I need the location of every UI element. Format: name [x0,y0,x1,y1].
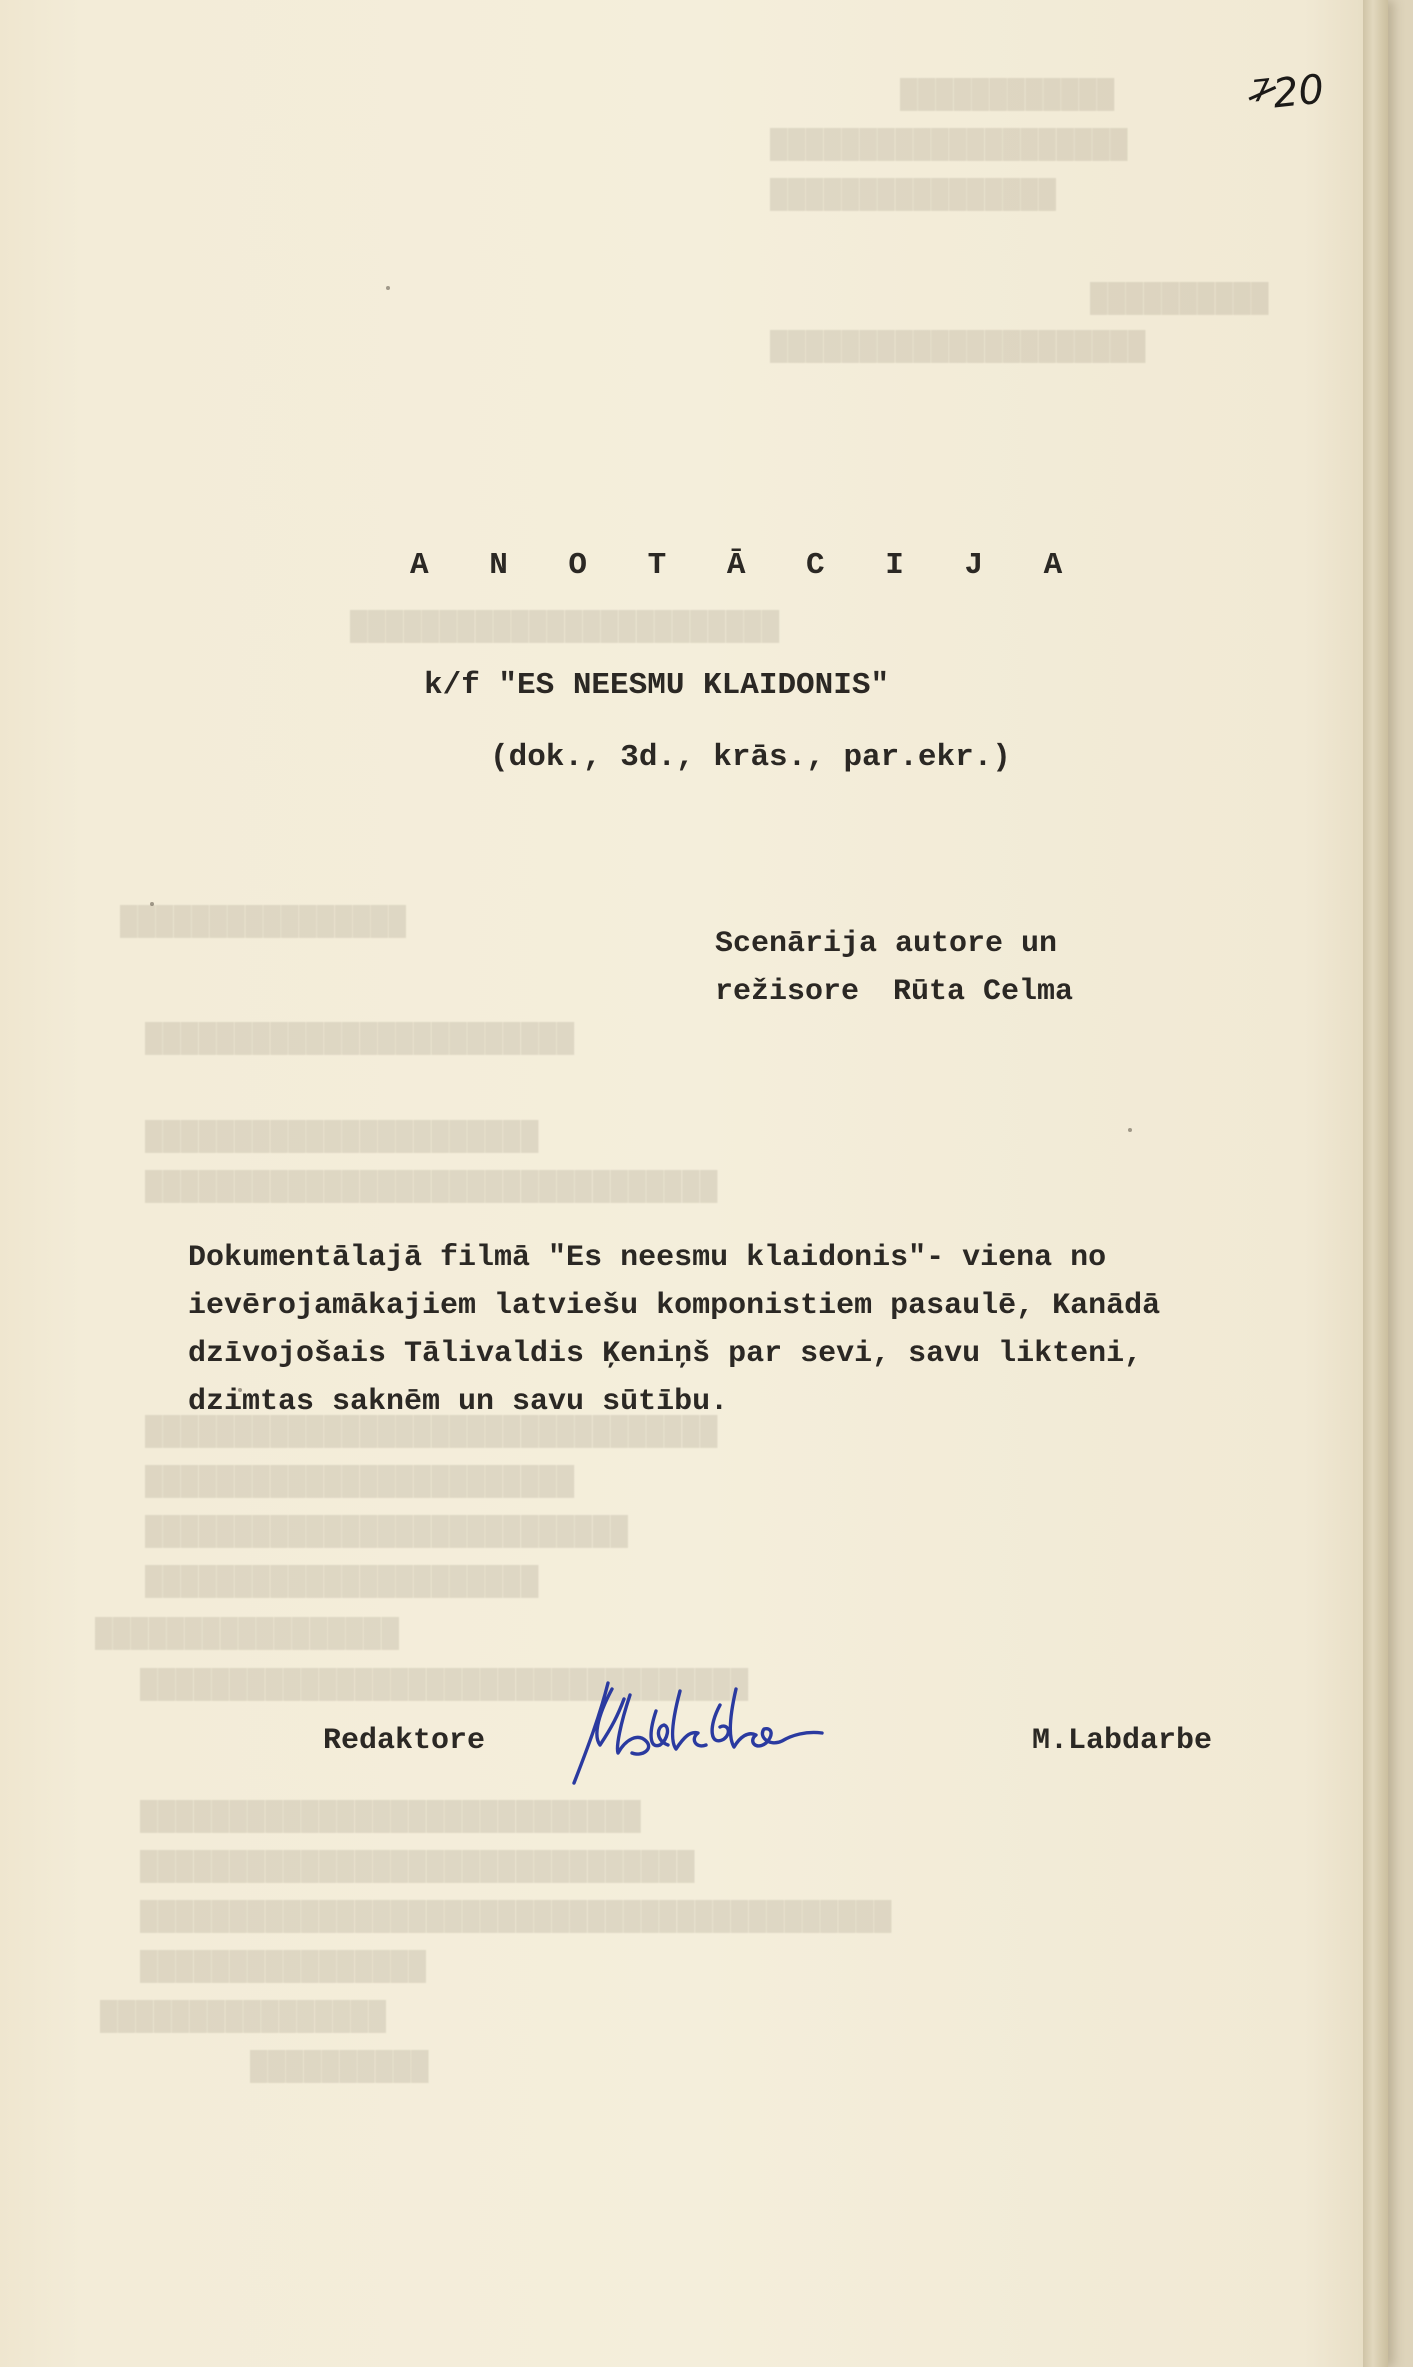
show-through-text: ████████████████████ [770,128,1129,161]
show-through-text: ███████████████████████████ [145,1515,629,1548]
paper-speck [386,286,390,290]
show-through-text: ████████████████████████ [145,1022,575,1055]
current-page-number: 20 [1270,66,1327,118]
authorship-block [715,920,1073,1016]
show-through-text: ████████████████ [140,1950,427,1983]
struck-page-number: 7 [1249,72,1273,110]
show-through-text: ██████████████████████████████████████████ [140,1900,892,1933]
show-through-text: ██████████████████████ [145,1120,539,1153]
archive-page-number [1250,66,1326,119]
editor-signature [560,1675,860,1795]
show-through-text: ██████████████████████ [145,1565,539,1598]
page-edge [1363,0,1388,2367]
author-role-line1: Scenārija autore un [715,927,1058,961]
show-through-text: ████████████████ [120,905,407,938]
show-through-text: ████████████████████████████████ [145,1170,718,1203]
author-role: režisore [715,975,860,1009]
show-through-text: ████████████████████████████████ [145,1415,718,1448]
summary-paragraph: Dokumentālajā filmā "Es neesmu klaidonis"- viena no ievērojamākajiem latviešu komponistiem pasaulē, Kanādā dzīvojošais Tālivaldis Ķeniņš par sevi, savu likteni, dzimtas saknēm un savu sūtību. [188,1241,1161,1419]
show-through-text: ██████████ [250,2050,430,2083]
film-title: k/f "ES NEESMU KLAIDONIS" [424,668,890,703]
paper-speck [150,902,154,906]
show-through-text: ████████████████████████ [350,610,780,643]
paper-speck [1128,1128,1132,1132]
show-through-text: █████████████████████ [770,330,1146,363]
show-through-text: ███████████████████████████████ [140,1850,695,1883]
show-through-text: ████████████████████████████ [140,1800,642,1833]
show-through-text: ██████████ [1090,282,1270,315]
show-through-text: ██████████████████████████████████ [140,1668,749,1701]
show-through-text: ████████████████████████ [145,1465,575,1498]
show-through-text: ████████████ [900,78,1115,111]
show-through-text: █████████████████ [95,1617,400,1650]
author-role-line2 [715,968,1073,1016]
show-through-text: ████████████████ [770,178,1057,211]
show-through-text: ████████████████ [100,2000,387,2033]
editor-name: M.Labdarbe [1032,1724,1213,1758]
document-title: A N O T Ā C I J A [410,548,1075,583]
author-name: Rūta Celma [893,975,1074,1009]
paper-speck [238,1388,242,1392]
film-description: (dok., 3d., krās., par.ekr.) [490,740,1011,775]
editor-label: Redaktore [323,1724,486,1758]
